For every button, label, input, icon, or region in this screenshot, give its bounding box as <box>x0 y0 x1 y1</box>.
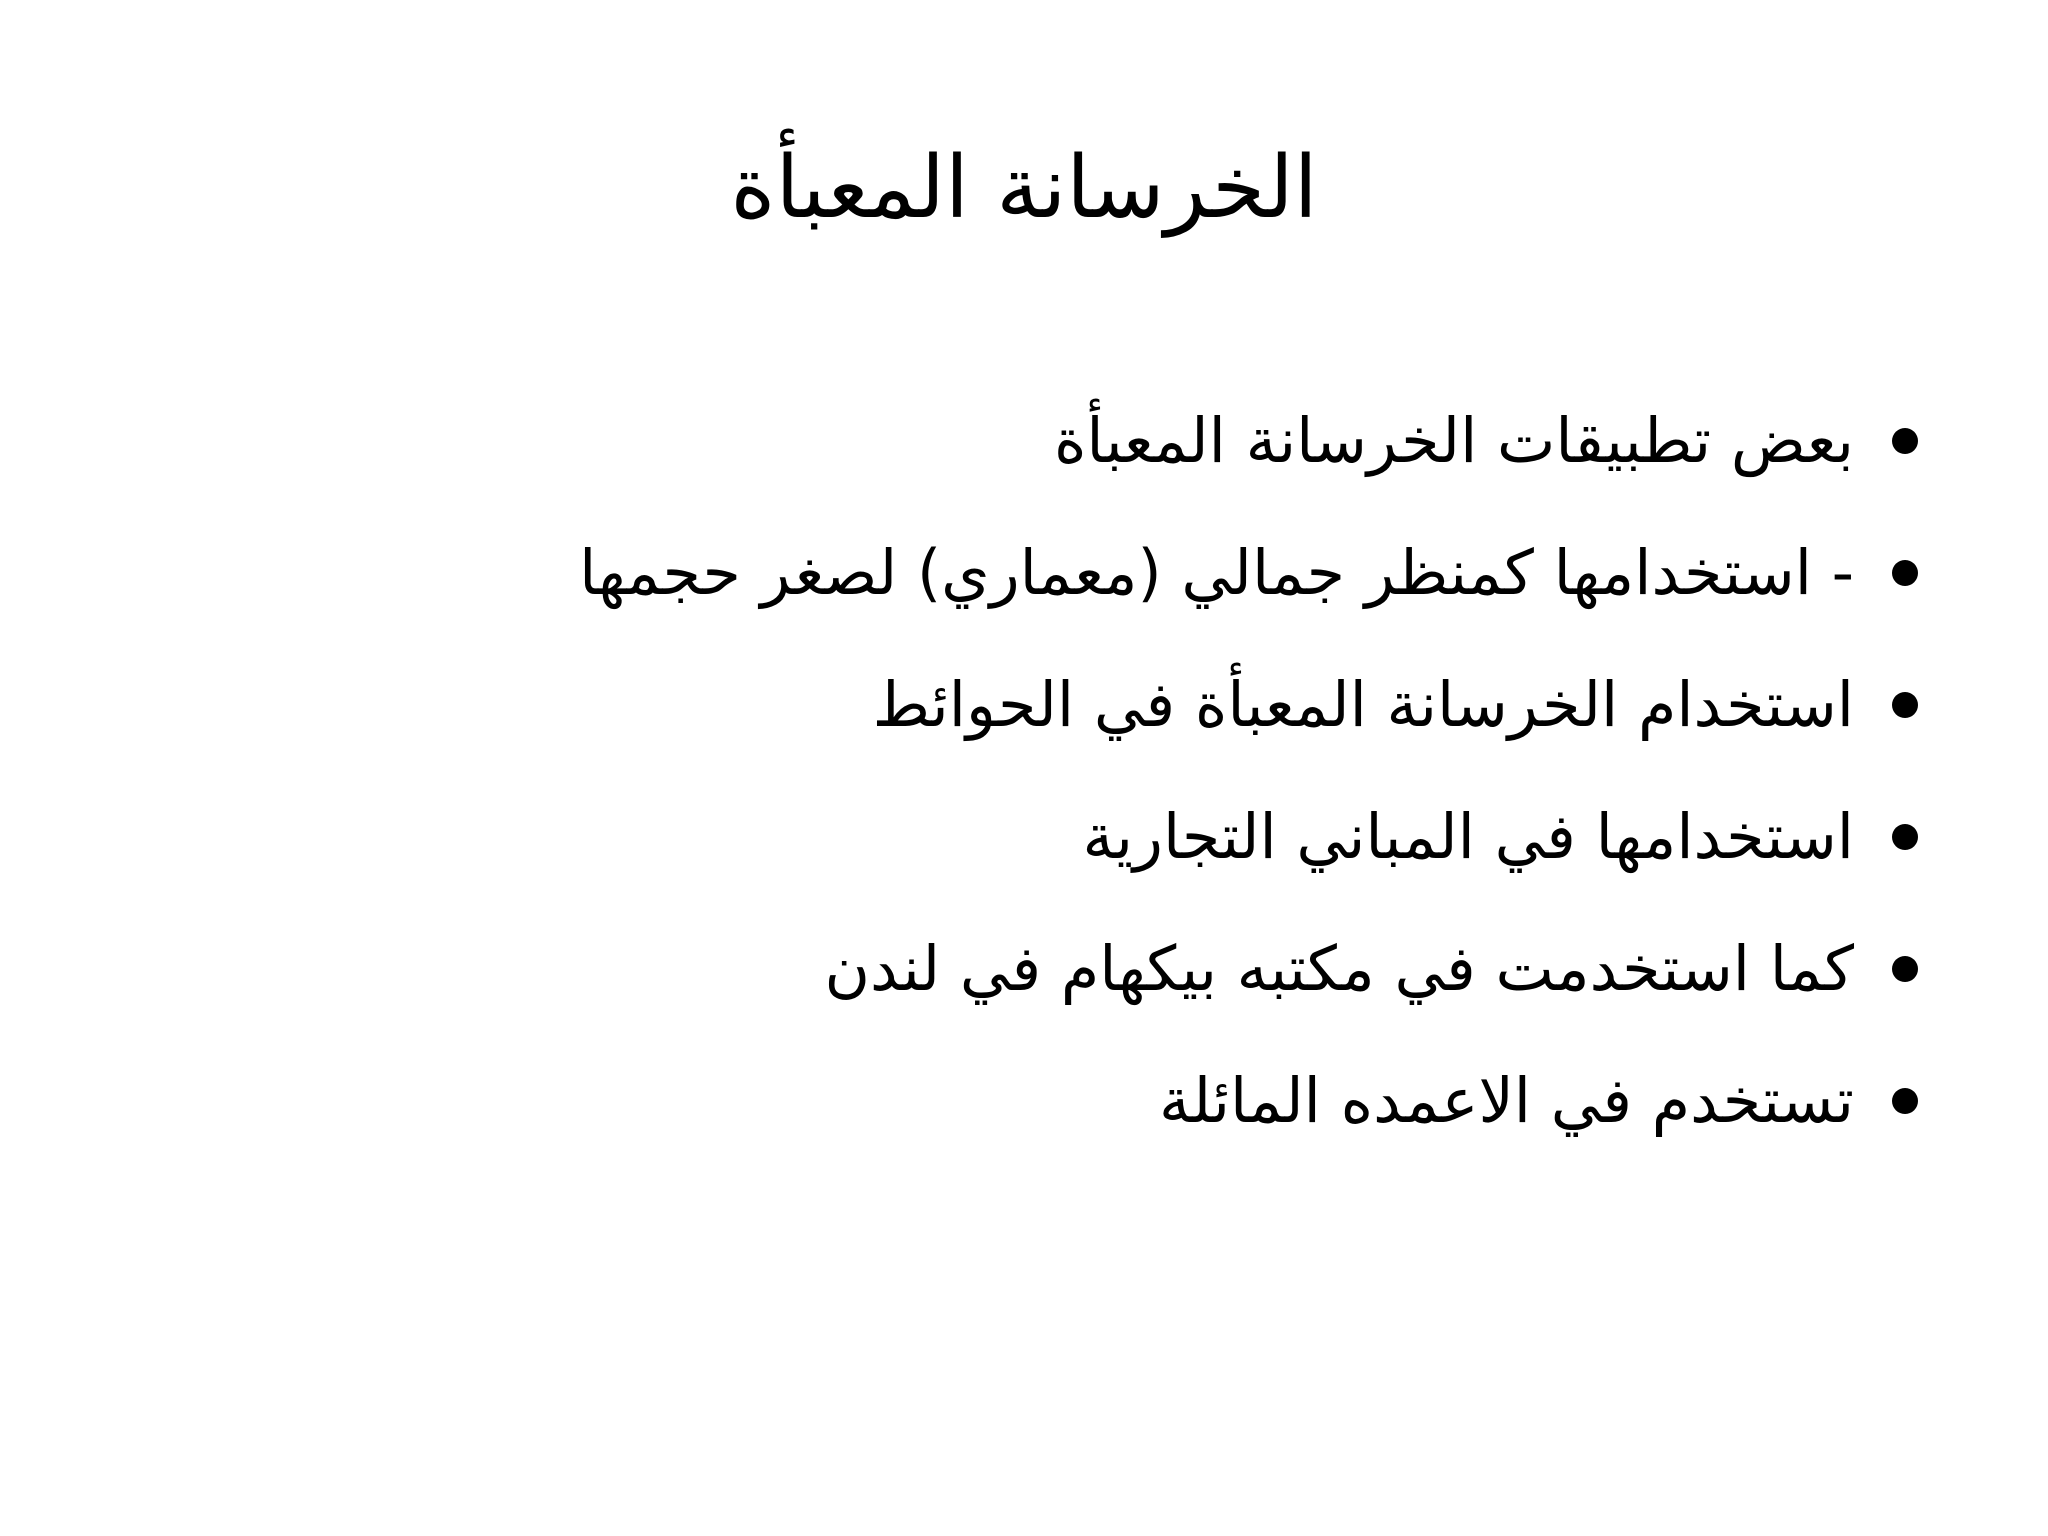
bullet-list <box>118 375 1918 1167</box>
bullet-item <box>118 375 1918 507</box>
bullet-text: استخدامها في المباني التجارية <box>1082 800 1854 873</box>
bullet-item <box>118 903 1918 1035</box>
bullet-item <box>118 507 1918 639</box>
bullet-item <box>118 771 1918 903</box>
bullet-icon <box>1892 1088 1918 1114</box>
bullet-icon <box>1892 428 1918 454</box>
bullet-icon <box>1892 692 1918 718</box>
slide-title: الخرسانة المعبأة <box>730 138 1318 238</box>
bullet-item <box>118 639 1918 771</box>
bullet-icon <box>1892 956 1918 982</box>
bullet-icon <box>1892 824 1918 850</box>
bullet-text: تستخدم في الاعمده المائلة <box>1159 1064 1854 1137</box>
bullet-text: استخدام الخرسانة المعبأة في الحوائط <box>872 668 1854 741</box>
bullet-icon <box>1892 560 1918 586</box>
bullet-text: بعض تطبيقات الخرسانة المعبأة <box>1053 404 1854 477</box>
bullet-text: كما استخدمت في مكتبه بيكهام في لندن <box>824 932 1854 1005</box>
bullet-item <box>118 1035 1918 1167</box>
bullet-text: - استخدامها كمنظر جمالي (معماري) لصغر حجمها <box>579 536 1854 609</box>
